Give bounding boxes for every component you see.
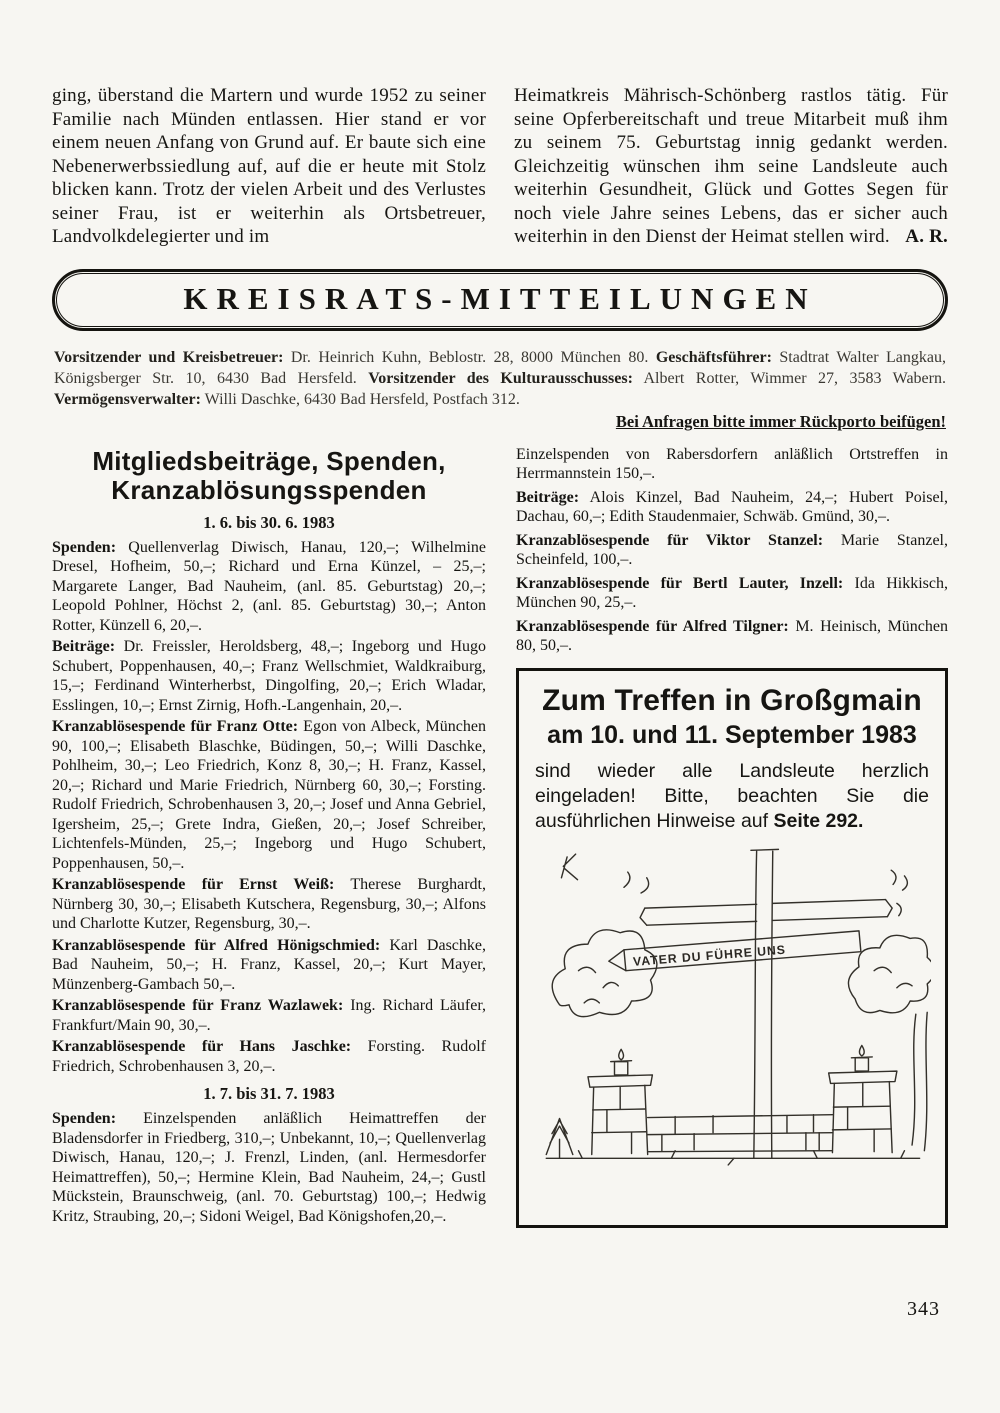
sketch-mark-squiggle-left [624,872,649,893]
officials-paragraph: Vorsitzender und Kreisbetreuer: Dr. Heinrich Kuhn, Beblostr. 28, 8000 München 80. Geschäftsführer: Stadtrat Walter Langkau, Königsberger Str. 10, 6430 Bad Hersfeld. Vorsitzender des Kulturausschusses: Albert Rotter, Wimmer 27, 3583 Wabern. Vermögensverwalter: Willi Daschke, 6430 Bad Hersfeld, Postfach 312. [54,348,947,408]
main-columns [52,445,948,1229]
donation-paragraph-kranz-wazlawek: Kranzablösespende für Franz Wazlawek: Ing. Richard Läufer, Frankfurt/Main 90, 30,–. [52,997,487,1034]
donation-paragraph-kranz-stanzel: Kranzablösespende für Viktor Stanzel: Marie Stanzel, Scheinfeld, 100,–. [516,531,948,568]
right-pillar-cap [829,1071,897,1083]
donation-paragraph-rabersdorfer: Einzelspenden von Rabersdorfern anläßlich Ortstreffen in Herrmannstein 150,–. [516,445,948,482]
left-tree [552,929,657,1016]
left-candle-flame [619,1049,624,1059]
announcement-title-line1: Zum Treffen in Großgmain [542,683,922,717]
donation-paragraph-kranz-tilgner: Kranzablösespende für Alfred Tilgner: M. Heinisch, München 80, 50,–. [516,617,949,654]
right-tall-shrub [912,1012,927,1150]
right-pillar-courses [832,1106,891,1130]
period-heading-july: 1. 7. bis 31. 7. 1983 [203,1084,335,1103]
right-candle-flame [859,1045,864,1055]
section-banner [52,269,948,331]
right-pillar-joints [848,1083,875,1151]
cross-beam-top-edge [645,899,886,908]
ribbon-sign-left-fold [609,949,626,970]
intro-right-text: Heimatkreis Mährisch-Schönberg rastlos tätig. Für seine Opferbereitschaft und treue Mitarbeit muß ihm zu seinem 75. Geburtstag innig gedankt werden. Gleichzeitig wünschen ihm seine Landsleute auch weiterhin Gesundheit, Glück und Gottes Segen für noch viele Jahre seines Lebens, das er sicher auch weiterhin in den Dienst der Heimat stellen wird. [514,85,948,247]
wall-courses [648,1132,833,1151]
right-column [516,445,948,1229]
left-pillar-cap [588,1074,652,1086]
cross-post-right-edge [771,851,772,1158]
left-column [52,445,486,1229]
donation-paragraph-kranz-jaschke: Kranzablösespende für Hans Jaschke: Forsting. Rudolf Friedrich, Schrobenhausen 3, 20,–. [52,1038,486,1075]
ribbon-sign-text: VATER DU FÜHRE UNS [632,942,787,969]
postage-note: Bei Anfragen bitte immer Rückporto beifügen! [615,411,946,431]
sketch-mark-arrow [561,854,577,880]
membership-heading-line1: Mitgliedsbeiträge, Spenden, [92,445,446,476]
membership-heading [52,447,486,505]
sketch-mark-squiggle-right [891,870,907,915]
memorial-cross-sketch [533,838,931,1217]
page-number: 343 [907,1298,940,1320]
intro-left-column: ging, überstand die Martern und wurde 1952 zu seiner Familie nach Münden entlassen. Hier stand er vor einem neuen Anfang von Grund auf. Er baute sich eine Nebenerwerbssiedlung auf, auf die er heute mit Stolz blicken kann. Trotz der vielen Arbeit und des Verlustes seiner Frau, ist er weiterhin als Ortsbetreuer, Landvolkdelegierter und im [52,85,486,247]
cross-beam-left-cap [640,908,647,925]
intro-section [52,84,948,249]
donation-paragraph-kranz-hoenigschmied: Kranzablösespende für Alfred Hönigschmied: Karl Daschke, Bad Nauheim, 50,–; H. Franz, Kassel, 20,–; Kurt Mayer, Münzenberg-Gambach 50,–. [52,936,487,993]
right-tree-texture [874,967,912,987]
donation-paragraph-beitraege-june: Beiträge: Dr. Freissler, Heroldsberg, 48,–; Ingeborg und Hugo Schubert, Poppenhausen, 40,–; Franz Wellschmiet, Waldkraiburg, 15,–; Ferdinand Winterherbst, Dingolfing, 20,–; Erich Wladar, Esslingen, 10,–; Ernst Zirnig, Hofh.-Langenhain, 20,–. [52,638,486,714]
donation-paragraph-kranz-otte: Kranzablösespende für Franz Otte: Egon von Albeck, München 90, 100,–; Elisabeth Blaschke, Büdingen, 50,–; Willi Daschke, Pohlheim, 30,–; Leo Friedrich, Konz 8, 30,–; H. Franz, Kassel, 20,–; Richard und Marie Friedrich, Nürnberg 60, 30,–; Forsting. Rudolf Friedrich, Schrobenhausen 3, 20,–; Josef und Anna Gebriel, Igersheim, 25,–; Grete Indra, Gießen, 20,–; Josef Schreiber, Lichtenfels-Münden, 25,–; Ingeborg und Hugo Schubert, Poppenhausen, 50,–. [52,718,486,872]
cross-beam-bottom-edge [647,916,888,925]
left-candle [611,1060,632,1074]
donation-paragraph-kranz-lauter: Kranzablösespende für Bertl Lauter, Inzell: Ida Hikkisch, München 90, 25,–. [516,574,948,611]
left-pillar-joints [607,1087,632,1153]
announcement-box [516,668,948,1228]
announcement-body: sind wieder alle Landsleute herzlich eingeladen! Bitte, beachten Sie die ausführlichen Hinweise auf Seite 292. [535,759,929,832]
cross-beam-right-cap [886,899,893,916]
left-tree-texture [578,967,618,1003]
membership-heading-line2: Kranzablösungsspenden [111,474,427,505]
intro-right-column [514,84,948,249]
donation-paragraph-spenden-july: Spenden: Einzelspenden anläßlich Heimattreffen der Bladensdorfer in Friedberg, 310,–; Unbekannt, 10,–; Quellenverlag Diwisch, Hanau, 120,–; J. Frenzl, Linden, (anl. Hermesdorfer Heimattreffen), 50,–; Hermine Klein, Bad Nauheim, 24,–; Gustl Mückstein, Braunschweig, (anl. 70. Geburtstag) 100,–; Hedwig Kritz, Straubing, 20,–; Sidoni Weigel, Bad Königshofen,20,–. [52,1110,486,1225]
donation-paragraph-spenden-june: Spenden: Quellenverlag Diwisch, Hanau, 120,–; Wilhelmine Dresel, Hofheim, 50,–; Richard und Erna Künzel, – 25,–; Margarete Langer, Bad Nauheim, (anl. 85. Geburtstag) 20,–; Leopold Pohlner, Höchst 2, (anl. 85. Geburtstag) 30,–; Anton Rotter, Künzell 6, 20,–. [52,538,486,634]
cross-post-top [751,849,778,850]
donation-paragraph-beitraege-right: Beiträge: Alois Kinzel, Bad Nauheim, 24,–; Hubert Poisel, Dachau, 60,–; Edith Staudenmaier, Schwäb. Gmünd, 30,–. [516,488,948,525]
donation-paragraph-kranz-weiss: Kranzablösespende für Ernst Weiß: Therese Burghardt, Nürnberg 30, 30,–; Elisabeth Kutschera, Regensburg, 30,–; Alfons und Charlotte Kutzer, Regensburg, 30,–. [52,876,486,932]
right-candle [851,1056,872,1070]
fir-tree [546,1118,573,1158]
cross-post-left-edge [754,851,757,1158]
period-heading-june: 1. 6. bis 30. 6. 1983 [203,512,335,532]
banner-title: KREISRATS-MITTEILUNGEN [183,280,817,316]
announcement-title-line2: am 10. und 11. September 1983 [547,720,917,749]
left-pillar-courses [592,1109,647,1133]
author-initials: A. R. [905,226,948,247]
